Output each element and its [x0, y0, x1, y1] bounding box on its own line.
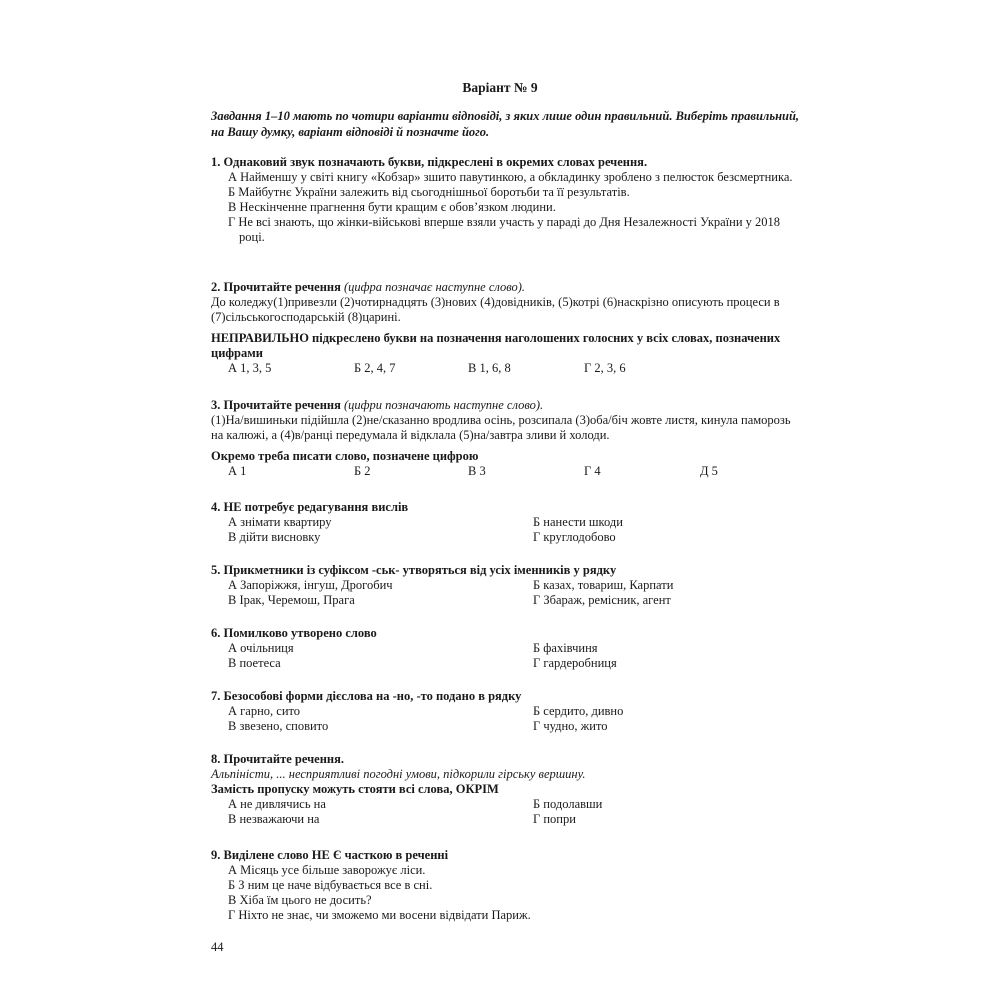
question-3-sentence: (1)На/вишиньки підійшла (2)не/сказанно вродлива осінь, розсипала (3)оба/біч жовте листя, кинула паморозь на калюжі, а (4)в/ранці передумала й відклала (5)на/завтра зливи й холоди. — [211, 413, 791, 442]
question-8-text: 8. Прочитайте речення. — [211, 752, 344, 766]
option-b[interactable]: Б Майбутнє України залежить від сьогоднішньої боротьби та її результатів. — [228, 185, 630, 199]
option-g[interactable]: Г чудно, жито — [533, 719, 608, 733]
question-4-options — [211, 515, 801, 545]
option-v[interactable]: В звезено, сповито — [228, 719, 329, 733]
question-2-note: (цифра позначає наступне слово). — [344, 280, 526, 294]
option-a[interactable]: А Найменшу у світі книгу «Кобзар» зшито павутинкою, а обкладинку зроблено з пелюсток безсмертника. — [228, 170, 793, 184]
option-a[interactable]: А гарно, сито — [228, 704, 301, 718]
question-2-text: 2. Прочитайте речення — [211, 280, 341, 294]
question-5-text: 5. Прикметники із суфіксом -ськ- утворяться від усіх іменників у рядку — [211, 563, 617, 577]
option-a[interactable]: А очільниця — [228, 641, 294, 655]
question-6-text: 6. Помилково утворено слово — [211, 626, 377, 640]
question-4-text: 4. НЕ потребує редагування вислів — [211, 500, 409, 514]
option-g[interactable]: Г Збараж, ремісник, агент — [533, 593, 671, 607]
question-3-options — [211, 464, 801, 479]
option-a[interactable]: А знімати квартиру — [228, 515, 332, 529]
option-v[interactable]: В незважаючи на — [228, 812, 320, 826]
option-d[interactable]: Д 5 — [700, 464, 718, 478]
option-b[interactable]: Б фахівчиня — [533, 641, 598, 655]
option-b[interactable]: Б нанести шкоди — [533, 515, 623, 529]
question-8-options — [211, 797, 801, 827]
option-a[interactable]: А не дивлячись на — [228, 797, 326, 811]
question-5-options — [211, 578, 801, 608]
question-2 — [211, 280, 801, 376]
instructions: Завдання 1–10 мають по чотири варіанти відповіді, з яких лише один правильний. Виберіть правильний, на Вашу думку, варіант відповіді й позначте його. — [211, 109, 800, 139]
option-v[interactable]: В 3 — [468, 464, 486, 478]
option-g[interactable]: Г Не всі знають, що жінки-військові вперше взяли участь у параді до Дня Незалежності України у 2018 році. — [228, 215, 781, 244]
option-g[interactable]: Г попри — [533, 812, 576, 826]
option-b[interactable]: Б казах, товариш, Карпати — [533, 578, 674, 592]
option-v[interactable]: В Ірак, Черемош, Прага — [228, 593, 355, 607]
question-3-subtask: Окремо треба писати слово, позначене цифрою — [211, 449, 479, 463]
question-3 — [211, 398, 801, 479]
option-b[interactable]: Б 2, 4, 7 — [354, 361, 396, 375]
option-b[interactable]: Б 2 — [354, 464, 371, 478]
option-a[interactable]: А Місяць усе більше заворожує ліси. — [228, 863, 426, 877]
question-7-options — [211, 704, 801, 734]
question-2-options — [211, 361, 801, 376]
question-3-note: (цифри позначають наступне слово). — [344, 398, 544, 412]
option-v[interactable]: В Нескінченне прагнення бути кращим є обов’язком людини. — [228, 200, 556, 214]
page-number: 44 — [211, 940, 224, 954]
question-7 — [211, 689, 801, 734]
question-9 — [211, 848, 801, 923]
question-6-options — [211, 641, 801, 671]
option-a[interactable]: А 1 — [228, 464, 247, 478]
option-g[interactable]: Г Ніхто не знає, чи зможемо ми восени відвідати Париж. — [228, 908, 531, 922]
option-v[interactable]: В 1, 6, 8 — [468, 361, 511, 375]
question-8 — [211, 752, 801, 827]
option-v[interactable]: В дійти висновку — [228, 530, 321, 544]
option-g[interactable]: Г 2, 3, 6 — [584, 361, 626, 375]
option-a[interactable]: А Запоріжжя, інгуш, Дрогобич — [228, 578, 393, 592]
option-g[interactable]: Г круглодобово — [533, 530, 616, 544]
question-3-text: 3. Прочитайте речення — [211, 398, 341, 412]
option-g[interactable]: Г 4 — [584, 464, 601, 478]
question-6 — [211, 626, 801, 671]
question-8-sentence: Альпіністи, ... несприятливі погодні умови, підкорили гірську вершину. — [211, 767, 586, 781]
option-b[interactable]: Б З ним це наче відбувається все в сні. — [228, 878, 433, 892]
option-a[interactable]: А 1, 3, 5 — [228, 361, 272, 375]
option-g[interactable]: Г гардеробниця — [533, 656, 617, 670]
question-2-sentence: До коледжу(1)привезли (2)чотирнадцять (3)нових (4)довідників, (5)котрі (6)наскрізно описують процеси в (7)сільськогосподарській (8)царині. — [211, 295, 780, 324]
question-8-subtask: Замість пропуску можуть стояти всі слова, ОКРІМ — [211, 782, 499, 796]
question-4 — [211, 500, 801, 545]
question-5 — [211, 563, 801, 608]
option-v[interactable]: В Хіба їм цього не досить? — [228, 893, 372, 907]
variant-title: Варіант № 9 — [462, 80, 538, 95]
question-1 — [211, 155, 801, 245]
option-b[interactable]: Б сердито, дивно — [533, 704, 624, 718]
option-v[interactable]: В поетеса — [228, 656, 281, 670]
question-1-text: 1. Однаковий звук позначають букви, підкреслені в окремих словах речення. — [211, 155, 648, 169]
question-7-text: 7. Безособові форми дієслова на -но, -то подано в рядку — [211, 689, 522, 703]
question-9-text: 9. Виділене слово НЕ Є часткою в реченні — [211, 848, 449, 862]
option-b[interactable]: Б подолавши — [533, 797, 603, 811]
question-2-subtask: НЕПРАВИЛЬНО підкреслено букви на позначення наголошених голосних у всіх словах, позначених цифрами — [211, 331, 781, 360]
